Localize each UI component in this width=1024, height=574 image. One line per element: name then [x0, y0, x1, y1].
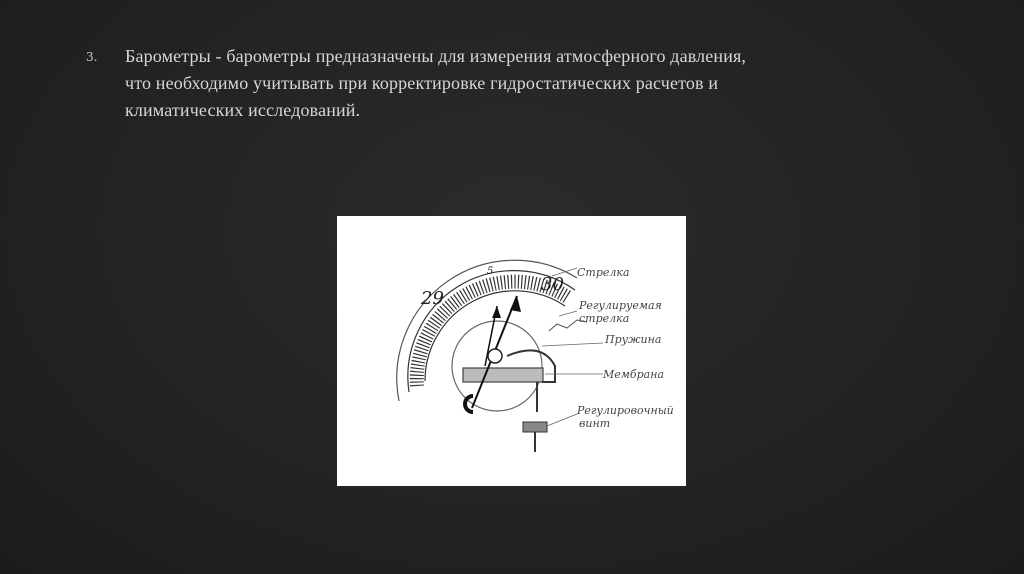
label-screw-1: Регулировочный — [577, 404, 674, 417]
scale-number-right: 30 — [541, 274, 564, 295]
paragraph-line-3: климатических исследований. — [125, 100, 361, 120]
paragraph-line-2: что необходимо учитывать при корректировке гидростатических расчетов и — [125, 73, 719, 93]
scale-number-top: 5 — [487, 266, 494, 277]
scale-number-left: 29 — [421, 288, 444, 309]
screw-head — [523, 422, 547, 432]
leader-adjustable — [559, 311, 577, 316]
label-screw-2: винт — [579, 417, 611, 430]
leader-spring — [542, 343, 603, 346]
adjustable-arrow-head — [492, 306, 501, 318]
barometer-drawing — [337, 216, 686, 486]
pivot-circle — [488, 349, 502, 363]
list-number: 3. — [86, 50, 98, 64]
paragraph-line-1: Барометры - барометры предназначены для измерения атмосферного давления, — [125, 46, 747, 66]
label-membrane: Мембрана — [603, 368, 665, 381]
barometer-diagram — [337, 216, 686, 486]
leader-screw — [547, 414, 577, 426]
label-adjustable-arrow-1: Регулируемая — [579, 299, 662, 312]
label-arrow: Стрелка — [577, 266, 630, 279]
slide-paragraph — [125, 43, 945, 124]
membrane-box — [463, 368, 543, 382]
label-adjustable-arrow-2: стрелка — [579, 312, 630, 325]
label-spring: Пружина — [605, 333, 662, 346]
